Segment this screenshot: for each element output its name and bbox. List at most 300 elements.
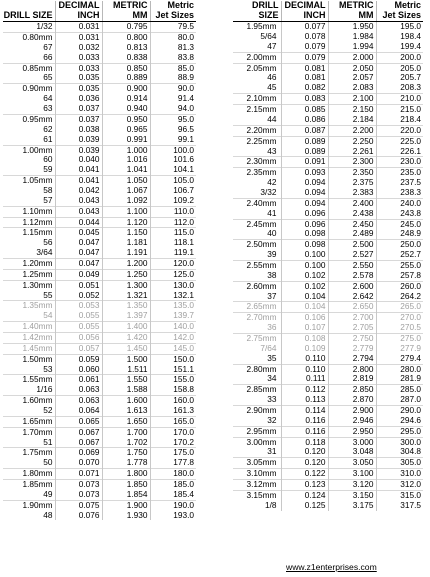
table-row xyxy=(3,63,196,73)
decimal-inch-cell: 0.047 xyxy=(55,248,102,258)
drill-size-cell: 1.20mm xyxy=(3,258,55,269)
metric-mm-cell: 1.984 xyxy=(328,32,376,42)
table-row xyxy=(233,147,423,157)
metric-jet-cell: 220.0 xyxy=(376,125,423,136)
drill-size-cell: 3.12mm xyxy=(233,480,281,491)
drill-size-cell: 2.90mm xyxy=(233,405,281,415)
metric-jet-cell: 119.1 xyxy=(150,248,196,258)
table-row xyxy=(233,271,423,281)
drill-size-cell: 2.15mm xyxy=(233,105,281,115)
metric-jet-cell: 125.0 xyxy=(150,269,196,280)
metric-mm-cell: 2.779 xyxy=(328,344,376,354)
decimal-inch-cell: 0.051 xyxy=(55,280,102,290)
decimal-inch-cell: 0.041 xyxy=(55,176,102,186)
drill-size-cell: 63 xyxy=(43,104,53,114)
drill-size-header-text: DRILL SIZE xyxy=(3,9,53,20)
jet-sizes-header-line2: Jet Sizes xyxy=(155,9,194,20)
decimal-inch-cell: 0.065 xyxy=(55,416,102,427)
metric-mm-cell: 1.750 xyxy=(102,448,150,458)
metric-mm-cell: 1.150 xyxy=(102,228,150,238)
table-row xyxy=(3,322,196,333)
drill-size-cell: 2.55mm xyxy=(233,260,281,270)
decimal-inch-cell: 0.077 xyxy=(281,22,328,32)
decimal-inch-cell: 0.094 xyxy=(281,188,328,198)
decimal-inch-cell: 0.112 xyxy=(281,385,328,395)
metric-mm-cell: 1.250 xyxy=(102,269,150,280)
drill-size-cell: 2.10mm xyxy=(233,94,281,105)
table-row xyxy=(3,354,196,364)
metric-mm-cell: 1.100 xyxy=(102,206,150,217)
table-row xyxy=(233,198,423,208)
drill-size-cell: 1.80mm xyxy=(3,469,55,480)
drill-size-header xyxy=(3,1,55,22)
table-row xyxy=(233,188,423,198)
metric-jet-cell: 185.0 xyxy=(150,480,196,490)
metric-mm-cell: 2.950 xyxy=(328,426,376,437)
decimal-inch-header xyxy=(281,1,328,22)
metric-jet-cell: 205.0 xyxy=(376,63,423,73)
drill-size-cell: 56 xyxy=(43,238,53,248)
drill-size-cell: 51 xyxy=(43,437,53,447)
decimal-inch-cell: 0.081 xyxy=(281,73,328,83)
metric-jet-cell: 237.5 xyxy=(376,178,423,188)
table-row xyxy=(3,375,196,385)
metric-jet-cell: 90.0 xyxy=(150,84,196,94)
metric-mm-cell: 1.400 xyxy=(102,322,150,333)
metric-mm-cell: 1.994 xyxy=(328,42,376,52)
metric-mm-cell: 2.057 xyxy=(328,73,376,83)
drill-size-cell: 34 xyxy=(267,374,277,384)
table-row xyxy=(233,219,423,229)
metric-jet-cell: 151.1 xyxy=(150,365,196,375)
drill-size-cell: 2.80mm xyxy=(233,364,281,374)
metric-mm-cell: 2.870 xyxy=(328,395,376,405)
metric-jet-cell: 142.0 xyxy=(150,332,196,343)
metric-mm-cell: 2.200 xyxy=(328,125,376,136)
metric-jet-cell: 85.0 xyxy=(150,63,196,73)
drill-size-cell: 39 xyxy=(267,250,277,260)
table-row xyxy=(3,396,196,406)
metric-mm-cell: 2.642 xyxy=(328,292,376,302)
table-row xyxy=(233,32,423,42)
metric-jet-cell: 165.0 xyxy=(150,416,196,427)
drill-chart-right xyxy=(233,1,423,511)
metric-mm-cell: 1.120 xyxy=(102,217,150,228)
metric-mm-cell: 1.300 xyxy=(102,280,150,290)
decimal-inch-cell: 0.079 xyxy=(281,42,328,52)
metric-jet-cell: 96.5 xyxy=(150,125,196,135)
metric-jet-cell: 226.1 xyxy=(376,147,423,157)
table-row xyxy=(233,354,423,364)
decimal-inch-cell: 0.122 xyxy=(281,469,328,480)
metric-mm-cell: 1.854 xyxy=(102,490,150,500)
decimal-inch-cell: 0.089 xyxy=(281,136,328,146)
table-row xyxy=(233,83,423,93)
metric-jet-cell: 255.0 xyxy=(376,260,423,270)
drill-chart-left-body xyxy=(3,22,196,521)
metric-jet-header-line1: Metric xyxy=(167,0,194,10)
inch-header-line2: INCH xyxy=(77,9,100,20)
metric-jet-cell: 200.0 xyxy=(376,52,423,63)
drill-size-header xyxy=(233,1,281,22)
drill-size-cell: 1.50mm xyxy=(3,354,55,364)
header-row xyxy=(3,1,196,22)
drill-size-cell: 50 xyxy=(43,458,53,468)
decimal-inch-cell: 0.100 xyxy=(281,260,328,270)
metric-jet-cell: 94.0 xyxy=(150,104,196,114)
table-row xyxy=(3,469,196,480)
metric-jet-cell: 105.0 xyxy=(150,176,196,186)
drill-size-cell: 43 xyxy=(267,146,277,156)
decimal-inch-cell: 0.033 xyxy=(55,63,102,73)
table-row xyxy=(3,385,196,395)
drill-size-cell: 53 xyxy=(43,364,53,374)
decimal-inch-cell: 0.049 xyxy=(55,269,102,280)
decimal-inch-cell: 0.031 xyxy=(55,33,102,43)
metric-mm-cell: 2.261 xyxy=(328,147,376,157)
metric-jet-cell: 185.4 xyxy=(150,490,196,500)
table-row xyxy=(233,405,423,415)
drill-size-cell: 3/64 xyxy=(36,248,53,258)
drill-size-cell: 65 xyxy=(43,73,53,83)
metric-mm-cell: 1.000 xyxy=(102,145,150,155)
drill-size-cell: 2.85mm xyxy=(233,385,281,395)
footer-website-link[interactable]: www.z1enterprises.com xyxy=(286,562,377,572)
metric-mm-cell: 1.650 xyxy=(102,416,150,427)
decimal-inch-cell: 0.120 xyxy=(281,458,328,469)
decimal-inch-cell: 0.116 xyxy=(281,426,328,437)
metric-jet-cell: 294.6 xyxy=(376,416,423,426)
drill-size-cell: 1.35mm xyxy=(3,301,55,311)
drill-size-cell: 2.60mm xyxy=(233,281,281,291)
metric-mm-cell: 1.950 xyxy=(328,22,376,32)
table-row xyxy=(3,33,196,43)
inch-header-line2: INCH xyxy=(303,9,326,20)
metric-mm-cell: 2.800 xyxy=(328,364,376,374)
metric-mm-cell: 1.067 xyxy=(102,186,150,196)
table-row xyxy=(233,416,423,426)
metric-jet-cell: 99.1 xyxy=(150,135,196,145)
drill-size-cell: 0.85mm xyxy=(3,63,55,73)
metric-mm-cell: 1.900 xyxy=(102,500,150,510)
table-row xyxy=(3,22,196,33)
decimal-inch-cell: 0.063 xyxy=(55,385,102,395)
metric-jet-header xyxy=(376,1,423,22)
drill-size-cell: 1.42mm xyxy=(3,332,55,343)
metric-jet-cell: 91.4 xyxy=(150,94,196,104)
metric-jet-cell: 177.8 xyxy=(150,458,196,468)
decimal-inch-cell: 0.064 xyxy=(55,406,102,416)
table-row xyxy=(233,125,423,136)
metric-mm-cell: 1.321 xyxy=(102,291,150,301)
drill-size-cell: 1.55mm xyxy=(3,375,55,385)
decimal-inch-cell: 0.059 xyxy=(55,354,102,364)
decimal-inch-cell: 0.043 xyxy=(55,196,102,206)
decimal-inch-cell: 0.098 xyxy=(281,240,328,250)
metric-jet-cell: 139.7 xyxy=(150,311,196,321)
table-row xyxy=(233,469,423,480)
decimal-inch-cell: 0.089 xyxy=(281,147,328,157)
metric-jet-cell: 109.2 xyxy=(150,196,196,206)
decimal-inch-cell: 0.053 xyxy=(55,301,102,311)
metric-jet-cell: 252.7 xyxy=(376,250,423,260)
metric-jet-cell: 243.8 xyxy=(376,209,423,219)
metric-mm-header xyxy=(102,1,150,22)
drill-size-cell: 33 xyxy=(267,395,277,405)
metric-mm-cell: 2.400 xyxy=(328,198,376,208)
metric-jet-cell: 150.0 xyxy=(150,354,196,364)
metric-jet-cell: 101.6 xyxy=(150,155,196,165)
metric-jet-cell: 281.9 xyxy=(376,374,423,384)
decimal-inch-cell: 0.107 xyxy=(281,323,328,333)
metric-jet-cell: 193.0 xyxy=(150,511,196,521)
metric-jet-cell: 248.9 xyxy=(376,229,423,239)
metric-jet-cell: 279.4 xyxy=(376,354,423,364)
metric-mm-cell: 2.794 xyxy=(328,354,376,364)
drill-size-cell: 52 xyxy=(43,405,53,415)
decimal-inch-cell: 0.098 xyxy=(281,229,328,239)
header-row xyxy=(233,1,423,22)
table-row xyxy=(233,344,423,354)
table-row xyxy=(3,114,196,124)
metric-jet-cell: 300.0 xyxy=(376,437,423,447)
table-row xyxy=(3,480,196,490)
drill-size-cell: 46 xyxy=(267,73,277,83)
drill-size-cell: 1.65mm xyxy=(3,416,55,427)
table-row xyxy=(3,73,196,83)
metric-mm-cell: 0.991 xyxy=(102,135,150,145)
drill-size-cell: 1.25mm xyxy=(3,269,55,280)
table-row xyxy=(233,250,423,260)
metric-mm-cell: 2.600 xyxy=(328,281,376,291)
metric-mm-cell: 0.813 xyxy=(102,43,150,53)
decimal-inch-cell: 0.100 xyxy=(281,250,328,260)
table-row xyxy=(233,385,423,395)
drill-size-cell: 66 xyxy=(43,52,53,62)
decimal-inch-cell: 0.075 xyxy=(55,500,102,510)
drill-size-cell: 0.95mm xyxy=(3,114,55,124)
drill-size-cell: 2.25mm xyxy=(233,136,281,146)
metric-mm-cell: 1.500 xyxy=(102,354,150,364)
drill-size-cell: 1.05mm xyxy=(3,176,55,186)
decimal-inch-cell: 0.091 xyxy=(281,157,328,168)
metric-jet-cell: 315.0 xyxy=(376,490,423,500)
metric-jet-cell: 245.0 xyxy=(376,219,423,229)
drill-size-cell: 60 xyxy=(43,155,53,165)
metric-jet-cell: 205.7 xyxy=(376,73,423,83)
metric-mm-cell: 1.397 xyxy=(102,311,150,321)
drill-size-cell: 55 xyxy=(43,290,53,300)
decimal-inch-cell: 0.102 xyxy=(281,281,328,291)
drill-size-cell: 3.15mm xyxy=(233,490,281,500)
table-row xyxy=(233,501,423,511)
table-row xyxy=(233,426,423,437)
table-row xyxy=(3,94,196,104)
table-row xyxy=(233,73,423,83)
metric-jet-cell: 160.0 xyxy=(150,396,196,406)
drill-size-cell: 0.80mm xyxy=(3,33,55,43)
metric-jet-cell: 260.0 xyxy=(376,281,423,291)
metric-jet-cell: 199.4 xyxy=(376,42,423,52)
decimal-inch-cell: 0.052 xyxy=(55,291,102,301)
mm-header-line2: MM xyxy=(358,9,374,20)
table-row xyxy=(233,178,423,188)
drill-size-cell: 54 xyxy=(43,311,53,321)
metric-mm-cell: 3.175 xyxy=(328,501,376,511)
metric-jet-cell: 240.0 xyxy=(376,198,423,208)
drill-size-cell: 1.30mm xyxy=(3,280,55,290)
metric-jet-cell: 104.1 xyxy=(150,165,196,175)
table-row xyxy=(3,365,196,375)
table-row xyxy=(3,406,196,416)
size-header-line2: SIZE xyxy=(258,9,279,20)
metric-jet-cell: 190.0 xyxy=(150,500,196,510)
metric-mm-cell: 3.048 xyxy=(328,447,376,457)
drill-size-cell: 2.95mm xyxy=(233,426,281,437)
metric-mm-cell: 3.000 xyxy=(328,437,376,447)
metric-jet-cell: 265.0 xyxy=(376,302,423,313)
metric-jet-header-line1: Metric xyxy=(394,0,421,10)
drill-size-cell: 5/64 xyxy=(260,32,277,42)
metric-mm-cell: 1.016 xyxy=(102,155,150,165)
table-row xyxy=(3,416,196,427)
decimal-inch-cell: 0.093 xyxy=(281,168,328,178)
metric-mm-cell: 2.150 xyxy=(328,105,376,115)
metric-mm-cell: 1.930 xyxy=(102,511,150,521)
metric-mm-cell: 1.702 xyxy=(102,438,150,448)
drill-size-cell: 2.75mm xyxy=(233,333,281,343)
decimal-inch-cell: 0.040 xyxy=(55,155,102,165)
drill-size-cell: 40 xyxy=(267,229,277,239)
table-row xyxy=(3,343,196,354)
metric-jet-cell: 140.0 xyxy=(150,322,196,333)
metric-jet-cell: 175.0 xyxy=(150,448,196,458)
metric-jet-cell: 83.8 xyxy=(150,53,196,63)
decimal-inch-cell: 0.047 xyxy=(55,258,102,269)
drill-size-cell: 1.90mm xyxy=(3,500,55,510)
drill-size-cell: 1.95mm xyxy=(233,22,281,32)
metric-mm-cell: 2.946 xyxy=(328,416,376,426)
drill-size-cell: 1.15mm xyxy=(3,228,55,238)
decimal-inch-cell: 0.035 xyxy=(55,73,102,83)
drill-size-cell: 1/8 xyxy=(264,500,277,510)
metric-jet-cell: 317.5 xyxy=(376,501,423,511)
drill-chart-right-body xyxy=(233,22,423,511)
decimal-inch-cell: 0.042 xyxy=(55,186,102,196)
decimal-inch-cell: 0.125 xyxy=(281,501,328,511)
decimal-inch-cell: 0.035 xyxy=(55,84,102,94)
drill-size-cell: 7/64 xyxy=(260,343,277,353)
metric-jet-cell: 110.0 xyxy=(150,206,196,217)
decimal-inch-cell: 0.104 xyxy=(281,302,328,313)
table-row xyxy=(3,238,196,248)
metric-mm-cell: 2.000 xyxy=(328,52,376,63)
metric-jet-cell: 295.0 xyxy=(376,426,423,437)
table-row xyxy=(3,217,196,228)
metric-header-line1: METRIC xyxy=(113,0,148,10)
metric-mm-cell: 1.778 xyxy=(102,458,150,468)
metric-jet-cell: 218.4 xyxy=(376,115,423,125)
decimal-inch-cell: 0.123 xyxy=(281,480,328,491)
table-row xyxy=(233,480,423,491)
drill-size-cell: 36 xyxy=(267,323,277,333)
table-row xyxy=(3,448,196,458)
metric-jet-header xyxy=(150,1,196,22)
table-row xyxy=(233,364,423,374)
decimal-header-line1: DECIMAL xyxy=(58,0,100,10)
table-row xyxy=(233,281,423,291)
drill-size-cell: 44 xyxy=(267,114,277,124)
metric-mm-cell: 2.819 xyxy=(328,374,376,384)
metric-mm-cell: 2.300 xyxy=(328,157,376,168)
metric-mm-cell: 2.705 xyxy=(328,323,376,333)
table-row xyxy=(3,291,196,301)
decimal-inch-cell: 0.067 xyxy=(55,438,102,448)
metric-mm-cell: 0.889 xyxy=(102,73,150,83)
decimal-inch-cell: 0.037 xyxy=(55,104,102,114)
decimal-inch-cell: 0.045 xyxy=(55,228,102,238)
drill-size-cell: 31 xyxy=(267,447,277,457)
metric-mm-cell: 1.191 xyxy=(102,248,150,258)
metric-mm-cell: 0.900 xyxy=(102,84,150,94)
table-row xyxy=(3,248,196,258)
table-row xyxy=(233,42,423,52)
drill-size-cell: 2.30mm xyxy=(233,157,281,168)
metric-mm-cell: 1.050 xyxy=(102,176,150,186)
decimal-inch-cell: 0.110 xyxy=(281,354,328,364)
decimal-inch-cell: 0.096 xyxy=(281,209,328,219)
decimal-inch-cell: 0.085 xyxy=(281,105,328,115)
table-row xyxy=(233,209,423,219)
drill-size-cell: 1.45mm xyxy=(3,343,55,354)
drill-size-cell: 2.35mm xyxy=(233,168,281,178)
decimal-inch-cell: 0.087 xyxy=(281,125,328,136)
decimal-inch-cell: 0.073 xyxy=(55,490,102,500)
metric-jet-cell: 257.8 xyxy=(376,271,423,281)
metric-mm-cell: 0.914 xyxy=(102,94,150,104)
table-row xyxy=(3,427,196,437)
table-row xyxy=(3,490,196,500)
metric-mm-cell: 0.950 xyxy=(102,114,150,124)
decimal-inch-cell: 0.079 xyxy=(281,52,328,63)
decimal-inch-cell: 0.118 xyxy=(281,437,328,447)
table-row xyxy=(3,311,196,321)
metric-mm-cell: 1.200 xyxy=(102,258,150,269)
decimal-inch-cell: 0.076 xyxy=(55,511,102,521)
metric-mm-cell: 2.550 xyxy=(328,260,376,270)
metric-jet-cell: 158.8 xyxy=(150,385,196,395)
decimal-inch-cell: 0.067 xyxy=(55,427,102,437)
drill-size-cell: 41 xyxy=(267,208,277,218)
metric-mm-cell: 2.900 xyxy=(328,405,376,415)
metric-jet-cell: 195.0 xyxy=(376,22,423,32)
metric-mm-cell: 1.450 xyxy=(102,343,150,354)
decimal-inch-cell: 0.082 xyxy=(281,83,328,93)
metric-jet-cell: 100.0 xyxy=(150,145,196,155)
drill-size-cell: 2.65mm xyxy=(233,302,281,313)
metric-mm-cell: 2.184 xyxy=(328,115,376,125)
metric-jet-cell: 250.0 xyxy=(376,240,423,250)
metric-jet-cell: 145.0 xyxy=(150,343,196,354)
metric-jet-cell: 80.0 xyxy=(150,33,196,43)
drill-size-cell: 3/32 xyxy=(260,187,277,197)
drill-size-cell: 47 xyxy=(267,41,277,51)
metric-mm-cell: 1.800 xyxy=(102,469,150,480)
drill-size-cell: 2.45mm xyxy=(233,219,281,229)
metric-jet-cell: 95.0 xyxy=(150,114,196,124)
drill-size-cell: 1.10mm xyxy=(3,206,55,217)
drill-size-cell: 1.12mm xyxy=(3,217,55,228)
